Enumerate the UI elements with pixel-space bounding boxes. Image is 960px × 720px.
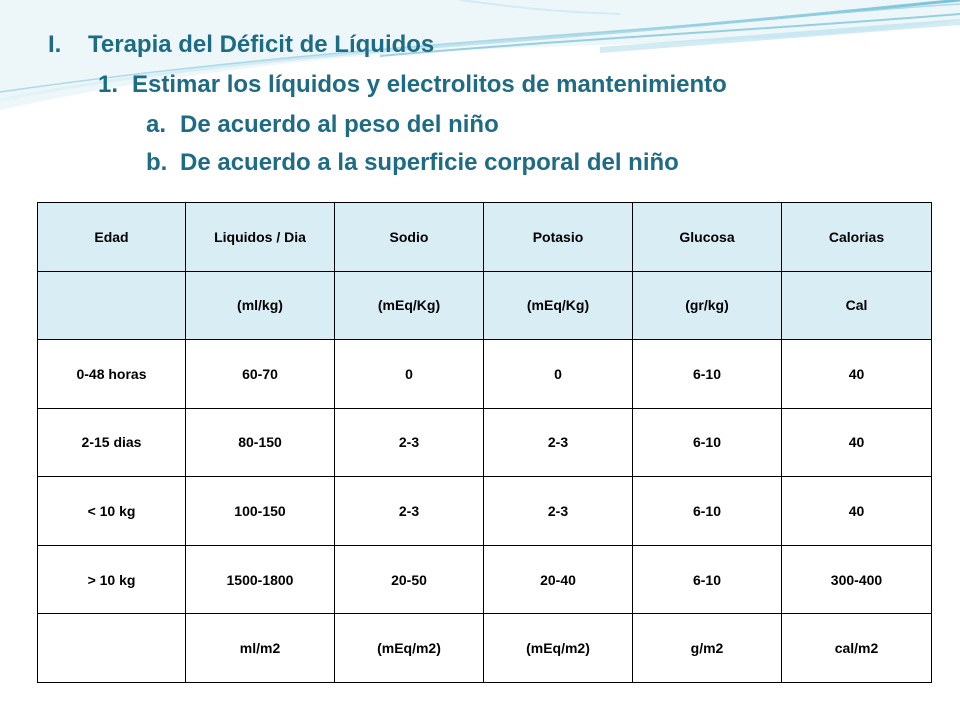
table-cell: 80-150 xyxy=(186,408,335,477)
table-cell: 0 xyxy=(484,340,633,409)
table-cell: 1500-1800 xyxy=(186,545,335,614)
outline-text: De acuerdo a la superficie corporal del niño xyxy=(180,149,679,176)
table-row xyxy=(38,614,932,683)
units-cell: Cal xyxy=(782,271,932,340)
slide-heading xyxy=(0,0,960,200)
table-cell: 6-10 xyxy=(633,340,782,409)
header-cell: Glucosa xyxy=(633,203,782,272)
table-cell: 2-3 xyxy=(335,477,484,546)
header-cell: Edad xyxy=(38,203,186,272)
header-cell: Potasio xyxy=(484,203,633,272)
outline-level-3b xyxy=(146,148,679,178)
outline-marker: I. xyxy=(48,31,62,58)
table-cell: (mEq/m2) xyxy=(484,614,633,683)
table-cell: 0 xyxy=(335,340,484,409)
table-cell: 20-40 xyxy=(484,545,633,614)
table-cell: 2-3 xyxy=(335,408,484,477)
table-row xyxy=(38,477,932,546)
table-cell: 60-70 xyxy=(186,340,335,409)
table-cell: 6-10 xyxy=(633,408,782,477)
units-cell: (mEq/Kg) xyxy=(484,271,633,340)
table-cell: 2-3 xyxy=(484,477,633,546)
outline-level-2 xyxy=(98,70,727,100)
table-cell: 40 xyxy=(782,477,932,546)
outline-marker: 1. xyxy=(98,71,119,98)
table-cell: 40 xyxy=(782,408,932,477)
table-cell: 300-400 xyxy=(782,545,932,614)
table-cell: > 10 kg xyxy=(38,545,186,614)
outline-marker: a. xyxy=(146,111,167,138)
header-cell: Liquidos / Dia xyxy=(186,203,335,272)
table-cell: ml/m2 xyxy=(186,614,335,683)
header-cell: Calorias xyxy=(782,203,932,272)
table-cell: 6-10 xyxy=(633,545,782,614)
maintenance-fluids-table xyxy=(37,202,932,683)
units-cell: (mEq/Kg) xyxy=(335,271,484,340)
table-cell: g/m2 xyxy=(633,614,782,683)
table-cell: 6-10 xyxy=(633,477,782,546)
table-header-row xyxy=(38,203,932,272)
table-row xyxy=(38,408,932,477)
table-cell: 40 xyxy=(782,340,932,409)
outline-text: De acuerdo al peso del niño xyxy=(180,111,499,138)
table-row xyxy=(38,545,932,614)
table-row xyxy=(38,340,932,409)
outline-text: Estimar los líquidos y electrolitos de mantenimiento xyxy=(132,71,727,98)
table-cell: (mEq/m2) xyxy=(335,614,484,683)
table-cell: cal/m2 xyxy=(782,614,932,683)
outline-level-3a xyxy=(146,110,499,140)
table-cell: 20-50 xyxy=(335,545,484,614)
units-cell xyxy=(38,271,186,340)
table-cell: 2-3 xyxy=(484,408,633,477)
table-cell: < 10 kg xyxy=(38,477,186,546)
outline-text: Terapia del Déficit de Líquidos xyxy=(88,31,435,58)
table-cell: 2-15 dias xyxy=(38,408,186,477)
table-cell: 0-48 horas xyxy=(38,340,186,409)
header-cell: Sodio xyxy=(335,203,484,272)
table-cell xyxy=(38,614,186,683)
table-cell: 100-150 xyxy=(186,477,335,546)
units-cell: (gr/kg) xyxy=(633,271,782,340)
outline-level-1 xyxy=(48,30,434,60)
units-cell: (ml/kg) xyxy=(186,271,335,340)
table-units-row xyxy=(38,271,932,340)
outline-marker: b. xyxy=(146,149,168,176)
